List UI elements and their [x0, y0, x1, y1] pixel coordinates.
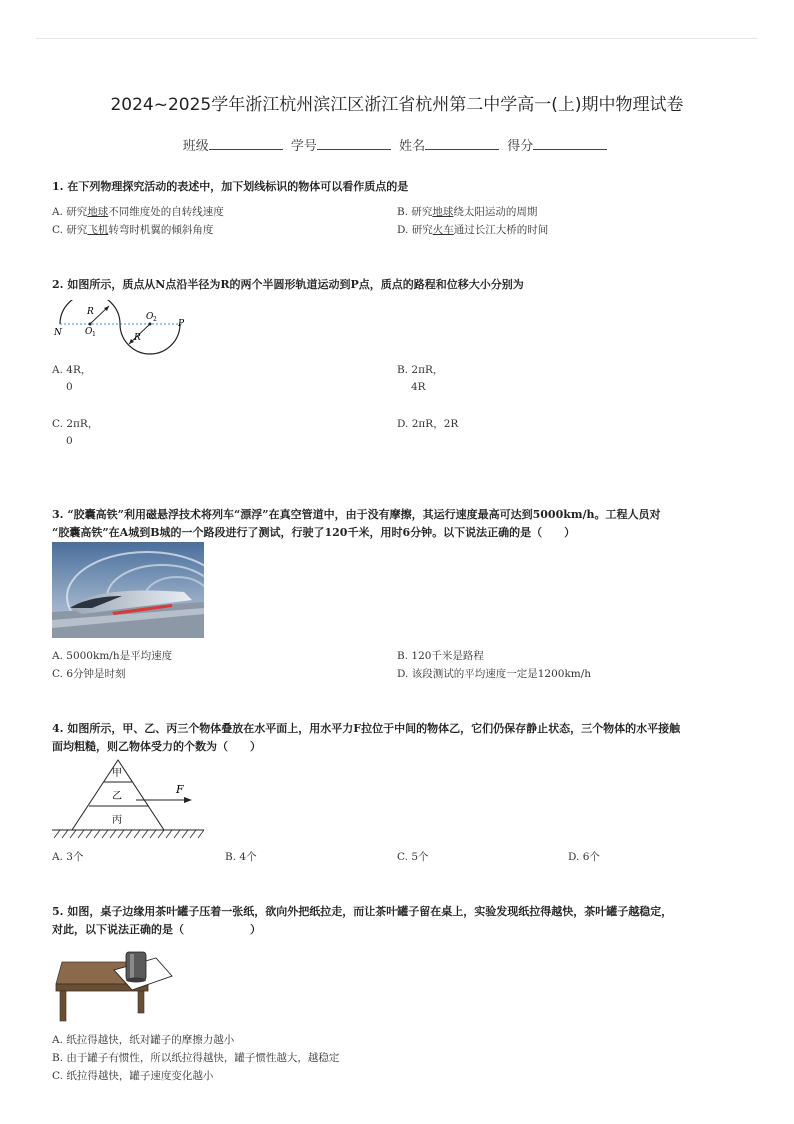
q1-a-post: 不同维度处的自转线速度 — [108, 206, 224, 218]
q1-option-c[interactable] — [52, 222, 213, 239]
q3-stem-line2: “胶囊高铁”在A城到B城的一个路段进行了测试，行驶了120千米，用时6分钟。以下说法正确的是（ ） — [52, 526, 576, 539]
q1-option-a[interactable] — [52, 204, 224, 221]
q1-b-pre: B. 研究 — [397, 206, 433, 218]
q1-d-underlined: 火车 — [432, 224, 454, 236]
id-label: 学号 — [290, 139, 317, 154]
q4-option-d[interactable]: D. 6个 — [568, 851, 600, 863]
q1-b-post: 绕太阳运动的周期 — [453, 206, 538, 218]
q1-option-d[interactable] — [397, 222, 548, 239]
q5-table-jar-paper-figure — [52, 946, 176, 1024]
q2-figure-semicircle-track — [52, 300, 192, 360]
q1-stem: 1. 在下列物理探究活动的表述中，加下划线标识的物体可以看作质点的是 — [52, 180, 409, 193]
name-blank — [425, 137, 499, 150]
q4-stacked-blocks-figure — [52, 758, 204, 840]
q2-label-o1: O — [85, 327, 93, 337]
q2-c-line2: 0 — [66, 435, 73, 447]
name-label: 姓名 — [399, 139, 426, 154]
q4-label-mid: 乙 — [112, 791, 122, 802]
q4-option-c[interactable]: C. 5个 — [397, 851, 429, 863]
q2-option-c[interactable] — [52, 416, 98, 450]
score-blank — [533, 137, 607, 150]
q4-stem-line2: 面均粗糙，则乙物体受力的个数为（ ） — [52, 740, 261, 753]
q3-option-d[interactable]: D. 该段测试的平均速度一定是1200km/h — [397, 668, 592, 680]
q4-label-top: 甲 — [112, 768, 122, 779]
score-label: 得分 — [507, 139, 534, 154]
q2-option-a[interactable] — [52, 362, 91, 396]
q3-option-c[interactable]: C. 6分钟是时刻 — [52, 668, 126, 680]
q2-d-line1: D. 2πR，2R — [397, 418, 459, 430]
q3-option-a[interactable]: A. 5000km/h是平均速度 — [52, 650, 173, 662]
q1-c-pre: C. 研究 — [52, 224, 88, 236]
top-rule — [36, 38, 758, 39]
student-info-line — [0, 135, 794, 154]
q1-d-post: 通过长江大桥的时间 — [453, 224, 549, 236]
q1-option-b[interactable] — [397, 204, 537, 221]
q1-b-underlined: 地球 — [432, 206, 454, 218]
q5-stem-line2: 对此，以下说法正确的是（ ） — [52, 923, 261, 936]
q1-a-pre: A. 研究 — [52, 206, 88, 218]
q4-label-force: F — [176, 783, 184, 796]
q2-label-r1: R — [87, 307, 94, 317]
class-label: 班级 — [182, 139, 209, 154]
q2-label-o2-sub: 2 — [153, 316, 157, 323]
q2-option-d[interactable] — [397, 416, 458, 433]
q4-option-b[interactable]: B. 4个 — [225, 851, 257, 863]
q2-label-o2: O — [146, 312, 154, 322]
q5-option-a[interactable]: A. 纸拉得越快，纸对罐子的摩擦力越小 — [52, 1034, 235, 1046]
q4-option-a[interactable]: A. 3个 — [52, 851, 84, 863]
q5-option-b[interactable]: B. 由于罐子有惯性，所以纸拉得越快，罐子惯性越大，越稳定 — [52, 1052, 340, 1064]
q2-label-n: N — [54, 328, 62, 338]
q1-d-pre: D. 研究 — [397, 224, 433, 236]
q2-label-o1-sub: 1 — [92, 331, 96, 338]
q2-stem: 2. 如图所示，质点从N点沿半径为R的两个半圆形轨道运动到P点，质点的路程和位移大小分别为 — [52, 278, 524, 291]
id-blank — [317, 137, 391, 150]
q5-stem-line1: 5. 如图，桌子边缘用茶叶罐子压着一张纸，欲向外把纸拉走，而让茶叶罐子留在桌上，实验发现纸拉得越快，茶叶罐子越稳定， — [52, 905, 673, 918]
q1-c-underlined: 飞机 — [87, 224, 109, 236]
q2-label-r2: R — [134, 333, 141, 343]
q2-label-p: P — [178, 319, 185, 329]
q2-b-line1: B. 2πR， — [397, 364, 444, 376]
q1-c-post: 转弯时机翼的倾斜角度 — [108, 224, 214, 236]
class-blank — [209, 137, 283, 150]
q3-stem-line1: 3. “胶囊高铁”利用磁悬浮技术将列车“漂浮”在真空管道中，由于没有摩擦，其运行速度最高可达到5000km/h。工程人员对 — [52, 508, 661, 521]
q2-c-line1: C. 2πR， — [52, 418, 99, 430]
q2-a-line1: A. 4R， — [52, 364, 92, 376]
q2-option-b[interactable] — [397, 362, 443, 396]
q5-option-c[interactable]: C. 纸拉得越快，罐子速度变化越小 — [52, 1070, 214, 1082]
page-title: 2024~2025学年浙江杭州滨江区浙江省杭州第二中学高一(上)期中物理试卷 — [110, 95, 684, 115]
q3-capsule-train-photo — [52, 542, 204, 638]
q3-option-b[interactable]: B. 120千米是路程 — [397, 650, 484, 662]
q2-a-line2: 0 — [66, 381, 73, 393]
q2-b-line2: 4R — [411, 381, 426, 393]
q1-a-underlined: 地球 — [87, 206, 109, 218]
q4-label-bot: 丙 — [112, 815, 122, 826]
q4-stem-line1: 4. 如图所示，甲、乙、丙三个物体叠放在水平面上，用水平力F拉位于中间的物体乙，它们仍保存静止状态，三个物体的水平接触 — [52, 722, 681, 735]
